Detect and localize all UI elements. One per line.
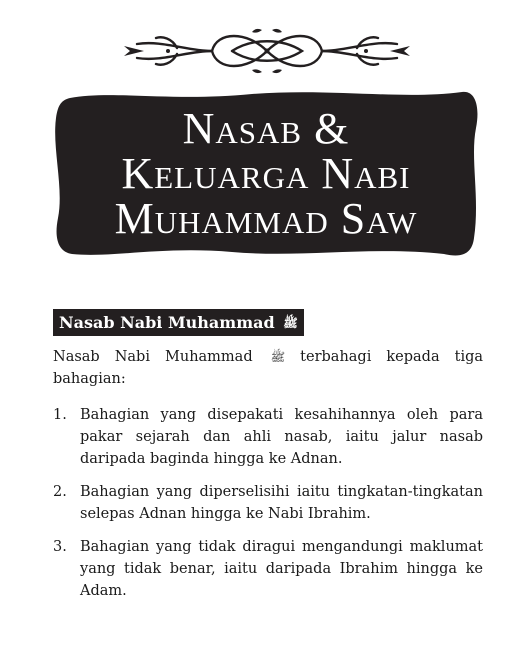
intro-text-after: terbahagi kepada tiga bahagian: — [53, 349, 484, 387]
body-content — [53, 346, 483, 613]
flourish-ornament-icon — [122, 26, 412, 76]
list-item-number: 2. — [53, 484, 67, 500]
numbered-list — [53, 404, 483, 602]
title-banner — [52, 88, 480, 260]
list-item-text: Bahagian yang disepakati kesahihannya oleh para pakar sejarah dan ahli nasab, iaitu jalur nasab daripada baginda hingga ke Adnan. — [80, 407, 483, 467]
title-line-1: Nasab & — [182, 104, 350, 153]
intro-paragraph — [53, 346, 483, 390]
list-item-text: Bahagian yang tidak diragui mengandungi maklumat yang tidak benar, iaitu daripada Ibrahim hingga ke Adam. — [80, 539, 483, 599]
intro-honorific-glyph: ﷺ — [270, 350, 286, 364]
list-item — [53, 404, 483, 470]
title-line-2: Keluarga Nabi — [121, 149, 411, 198]
list-item-text: Bahagian yang diperselisihi iaitu tingkatan-tingkatan selepas Adnan hingga ke Nabi Ibrahim. — [80, 484, 483, 522]
section-heading — [53, 309, 304, 336]
list-item-number: 3. — [53, 539, 67, 555]
honorific-glyph: ﷺ — [283, 316, 298, 330]
list-item-number: 1. — [53, 407, 67, 423]
section-heading-text: Nasab Nabi Muhammad — [59, 313, 275, 332]
page-title — [52, 106, 480, 241]
list-item — [53, 481, 483, 525]
list-item — [53, 536, 483, 602]
intro-text-before: Nasab Nabi Muhammad — [53, 349, 253, 365]
title-line-3: Muhammad Saw — [114, 194, 418, 243]
